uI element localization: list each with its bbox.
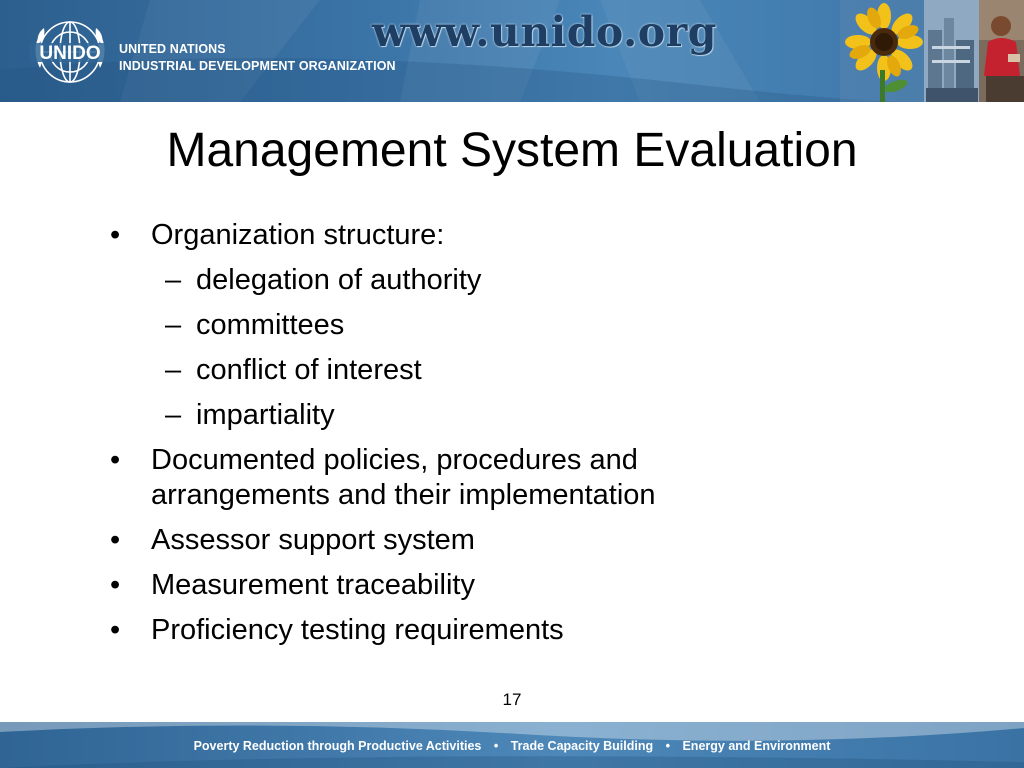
header-banner [0, 0, 1024, 102]
slide-title: Management System Evaluation [166, 124, 858, 177]
sub-bullet-item [110, 263, 910, 298]
sub-bullet-marker: – [165, 399, 182, 431]
worker-photo [979, 0, 1024, 102]
bullet-marker: • [110, 524, 121, 556]
sub-bullet-item [110, 308, 910, 343]
bullet-item [110, 568, 910, 603]
bullet-text: Documented policies, procedures and arrangements and their implementation [151, 444, 656, 511]
sub-bullet-item [110, 398, 910, 433]
website-url: www.unido.org [372, 8, 717, 56]
sub-bullet-marker: – [165, 354, 182, 386]
bullet-text: Assessor support system [151, 524, 475, 556]
footer-item: Poverty Reduction through Productive Activities [193, 739, 482, 753]
sub-bullet-text: delegation of authority [196, 264, 482, 296]
org-name-line2: INDUSTRIAL DEVELOPMENT ORGANIZATION [119, 59, 396, 73]
bullet-item [110, 613, 910, 648]
bullet-text: Measurement traceability [151, 569, 475, 601]
organization-name [119, 41, 396, 75]
bullet-marker: • [110, 614, 121, 646]
footer-separator: • [665, 739, 670, 753]
header-photo-strip [840, 0, 1024, 102]
bullet-marker: • [110, 219, 121, 251]
bullet-item [110, 523, 910, 558]
bullet-marker: • [110, 569, 121, 601]
bullet-item [110, 218, 910, 253]
sub-bullet-marker: – [165, 309, 182, 341]
bullet-item [110, 443, 750, 513]
sunflower-photo [840, 0, 924, 102]
industry-photo [924, 0, 979, 102]
footer-item: Energy and Environment [682, 739, 831, 753]
sub-bullet-item [110, 353, 910, 388]
bullet-text: Proficiency testing requirements [151, 614, 564, 646]
sub-bullet-text: committees [196, 309, 345, 341]
sub-bullet-marker: – [165, 264, 182, 296]
bullet-text: Organization structure: [151, 219, 445, 251]
sub-bullet-text: conflict of interest [196, 354, 422, 386]
footer-item: Trade Capacity Building [510, 739, 654, 753]
footer-tagline [0, 737, 1024, 755]
un-emblem-icon [28, 16, 112, 88]
sub-bullet-text: impartiality [196, 399, 335, 431]
footer-banner [0, 722, 1024, 768]
org-name-line1: UNITED NATIONS [119, 42, 226, 56]
footer-separator: • [493, 739, 499, 753]
page-number: 17 [502, 690, 522, 709]
unido-wordmark: UNIDO [39, 43, 101, 64]
bullet-marker: • [110, 444, 121, 476]
bullet-list [110, 218, 910, 658]
